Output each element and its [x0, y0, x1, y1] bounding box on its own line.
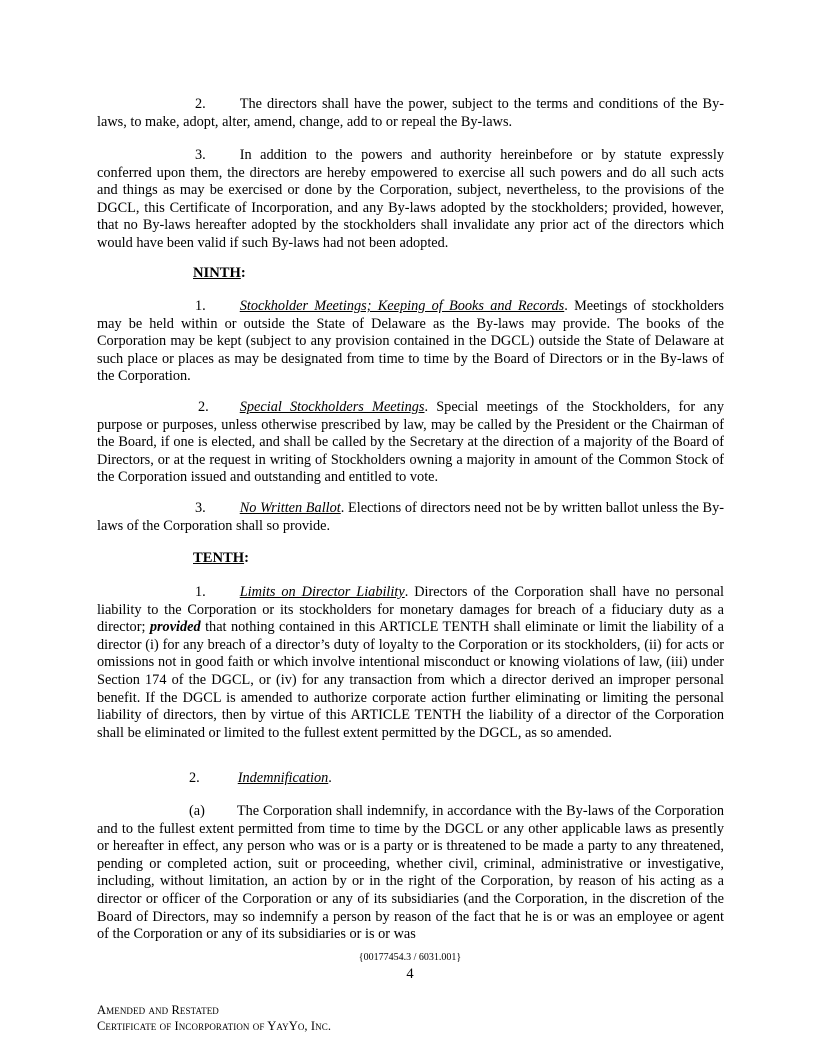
footer-title-line2: Certificate of Incorporation of YayYo, Inc. — [97, 1019, 332, 1033]
paragraph-tenth-2a — [97, 803, 724, 944]
footer-title-line1: Amended and Restated — [97, 1003, 219, 1017]
paragraph-number: 2. — [189, 770, 200, 786]
paragraph-number: (a) — [189, 803, 205, 819]
paragraph-title: Indemnification — [237, 770, 329, 786]
heading-ninth-colon: : — [240, 265, 246, 281]
paragraph-title: Special Stockholders Meetings — [239, 399, 425, 415]
paragraph-title: Stockholder Meetings; Keeping of Books and Records — [239, 298, 565, 314]
paragraph-number: 3. — [195, 500, 206, 516]
paragraph-text: . Directors of the Corporation shall have no personal liability to the Corporation or its stockholders for monetary damages for breach of a fiduciary duty as a director; — [97, 584, 724, 636]
paragraph-number: 2. — [195, 96, 206, 112]
heading-ninth-label: NINTH — [193, 265, 241, 281]
heading-tenth-colon: : — [244, 550, 249, 566]
paragraph-ninth-2 — [97, 399, 724, 487]
paragraph-text: . Meetings of stockholders may be held within or outside the State of Delaware as the By-laws may provide. The books of the Corporation may be kept (subject to any provision contained in the DGCL) outside the State of Delaware at such place or places as may be designated from time to time by the Board of Directors or in the By-laws of the Corporation. — [97, 298, 724, 385]
footer-page-number: 4 — [406, 966, 414, 982]
heading-tenth — [193, 550, 249, 567]
paragraph-number: 3. — [195, 147, 206, 163]
paragraph-tenth-2 — [97, 770, 724, 788]
paragraph-text: . Elections of directors need not be by written ballot unless the By-laws of the Corporation shall so provide. — [97, 500, 725, 534]
paragraph-eighth-3 — [97, 147, 724, 253]
heading-ninth — [193, 265, 246, 282]
paragraph-text: The Corporation shall indemnify, in accordance with the By-laws of the Corporation and to the fullest extent permitted from time to time by the DGCL or any other applicable laws as presently or hereafter in effect, any person who was or is a party or is threatened to be made a party to any threatened, pending or completed action, suit or proceeding, whether civil, criminal, administrative or investigative, including, without limitation, an action by or in the right of the Corporation, by reason of his acting as a director or officer of the Corporation or any of its subsidiaries (and the Corporation, in the discretion of the Board of Directors, may so indemnify a person by reason of the fact that he is or was an employee or agent of the Corporation or any of its subsidiaries or is or was — [97, 803, 724, 943]
paragraph-number: 1. — [195, 584, 206, 600]
footer-doc-id: {00177454.3 / 6031.001} — [358, 952, 462, 963]
paragraph-title: Limits on Director Liability — [239, 584, 405, 600]
paragraph-text: . Special meetings of the Stockholders, for any purpose or purposes, unless otherwise prescribed by law, may be called by the President or the Chairman of the Board, if one is elected, and shall be called by the Secretary at the direction of a majority of the Board of Directors, or at the request in writing of Stockholders owning a majority in amount of the Common Stock of the Corporation issued and outstanding and entitled to vote. — [97, 399, 724, 486]
provided-term: provided — [149, 619, 201, 636]
paragraph-text: . — [328, 770, 332, 786]
paragraph-eighth-2 — [97, 96, 724, 131]
paragraph-title: No Written Ballot — [239, 500, 341, 516]
paragraph-number: 1. — [195, 298, 206, 314]
paragraph-ninth-3 — [97, 500, 724, 535]
paragraph-number: 2. — [198, 399, 209, 415]
paragraph-ninth-1 — [97, 298, 724, 386]
heading-tenth-label: TENTH — [193, 550, 245, 566]
paragraph-text: In addition to the powers and authority hereinbefore or by statute expressly conferred upon them, the directors are hereby empowered to exercise all such powers and do all such acts and things as may be exercised or done by the Corporation, subject, nevertheless, to the provisions of the DGCL, this Certificate of Incorporation, and any By-laws adopted by the stockholders; provided, however, that no By-laws hereafter adopted by the stockholders shall invalidate any prior act of the directors which would have been valid if such By-laws had not been adopted. — [97, 147, 724, 251]
paragraph-text: that nothing contained in this ARTICLE TENTH shall eliminate or limit the liability of a director (i) for any breach of a director’s duty of loyalty to the Corporation or its stockholders, (ii) for acts or omissions not in good faith or which involve intentional misconduct or knowing violations of law, (iii) under Section 174 of the DGCL, or (iv) for any transaction from which a director derived an improper personal benefit. If the DGCL is amended to authorize corporate action further eliminating or limiting the personal liability of directors, then by virtue of this ARTICLE TENTH the liability of a director of the Corporation shall be eliminated or limited to the fullest extent permitted by the DGCL, as so amended. — [97, 619, 724, 741]
paragraph-tenth-1 — [97, 584, 724, 742]
paragraph-text: The directors shall have the power, subject to the terms and conditions of the By-laws, to make, adopt, alter, amend, change, add to or repeal the By-laws. — [97, 96, 724, 130]
